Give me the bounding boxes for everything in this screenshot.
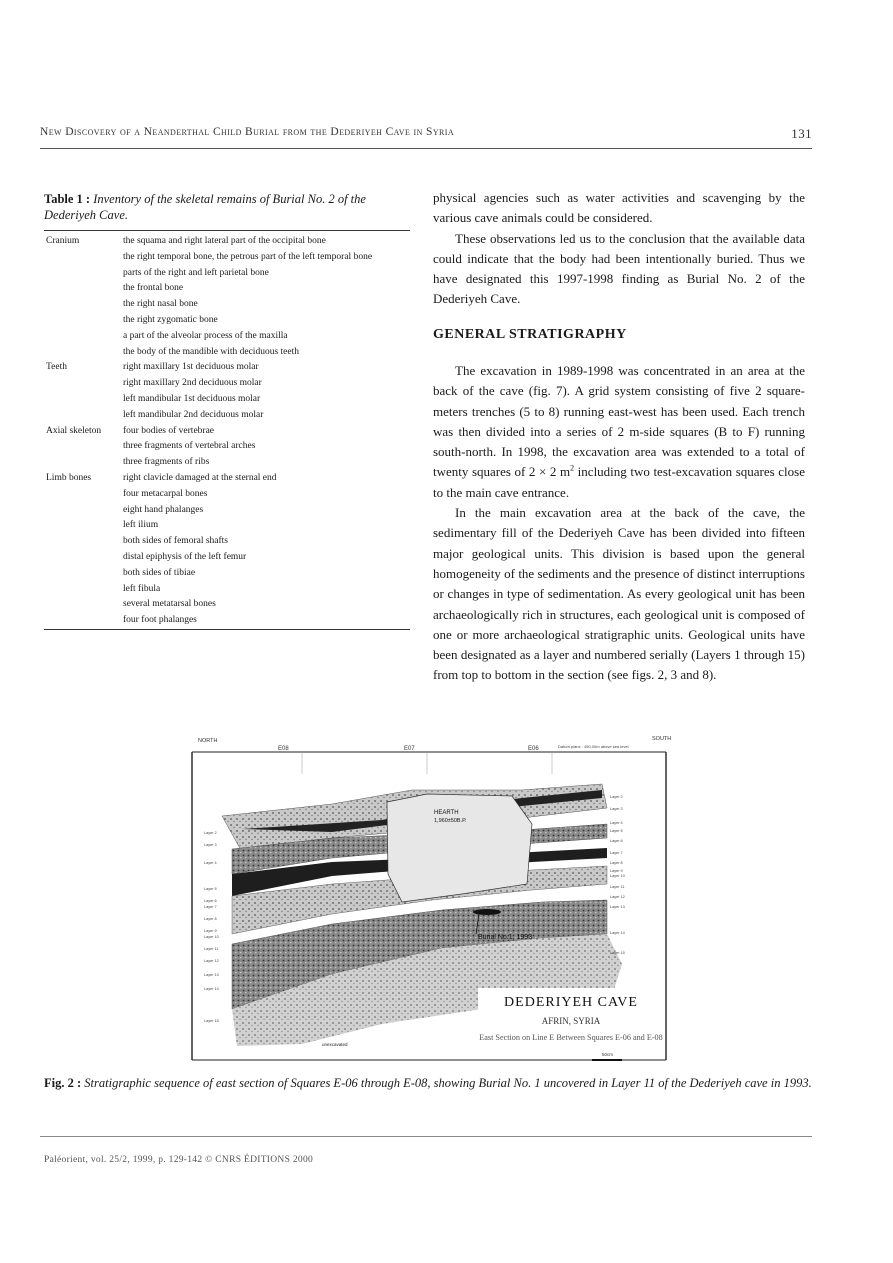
table-row (46, 297, 412, 313)
right-layer-15: Layer 15 (610, 951, 625, 955)
right-layer-4: Layer 4 (610, 821, 623, 825)
table-item: both sides of tibiae (123, 567, 196, 578)
right-layer-7: Layer 7 (610, 851, 623, 855)
figure-label: Fig. 2 : (44, 1076, 82, 1090)
left-layer-12: Layer 12 (204, 959, 219, 963)
table-row (46, 250, 412, 266)
right-layer-13: Layer 13 (610, 905, 625, 909)
table-item: left mandibular 1st deciduous molar (123, 393, 261, 404)
paragraph-excavation-a: The excavation in 1989-1998 was concentrated in an area at the back of the cave (fig. 7). A grid system consisting of five 2 square-meters trenches (5 to 8) running east-west has been used. Each trench was then divided into a series of 2 m-side squares (B to F) running south-north. In 1998, the excavation area was extended to a total of twenty squares of 2 × 2 m (433, 363, 805, 480)
table-row (46, 534, 412, 550)
paragraph-excavation-b: including two test-excavation squares close to the main cave entrance. (433, 464, 805, 500)
table-item: the right temporal bone, the petrous part of the left temporal bone (123, 251, 373, 262)
hearth-pit (387, 794, 532, 902)
table-item: the frontal bone (123, 283, 184, 294)
table-row (46, 376, 412, 392)
table-item: the squama and right lateral part of the occipital bone (123, 236, 326, 246)
table-item: right maxillary 2nd deciduous molar (123, 378, 262, 389)
table-rule-bottom (44, 629, 410, 630)
table-row (46, 408, 412, 424)
right-layer-11: Layer 11 (610, 885, 625, 889)
table-row (46, 281, 412, 297)
south-label: SOUTH (652, 736, 672, 742)
table-item: eight hand phalanges (123, 504, 204, 515)
section-heading: GENERAL STRATIGRAPHY (433, 327, 627, 342)
left-layer-10: Layer 10 (204, 935, 219, 939)
table-row (46, 234, 412, 250)
figure-caption (44, 1075, 814, 1092)
paragraph-excavation (433, 361, 805, 503)
left-layer-3: Layer 3 (204, 843, 217, 847)
table-row (46, 266, 412, 282)
grid-label-e07: E07 (404, 746, 415, 752)
table-item: left ilium (123, 520, 159, 531)
table-row (46, 424, 412, 440)
scale-label: 50cm (602, 1052, 614, 1057)
table-item: four metacarpal bones (123, 488, 208, 499)
left-layer-5: Layer 5 (204, 887, 217, 891)
table-category: Axial skeleton (46, 425, 102, 436)
north-label: NORTH (198, 738, 218, 744)
table-item: both sides of femoral shafts (123, 536, 229, 547)
figure-caption-text: Stratigraphic sequence of east section of Squares E-06 through E-08, showing Burial No. 1 uncovered in Layer 11 of the Dederiyeh cave in 1993. (84, 1076, 812, 1090)
table-category: Cranium (46, 236, 80, 246)
right-layer-10: Layer 10 (610, 874, 625, 878)
table-row (46, 487, 412, 503)
hearth-date: 1,960±50B.P. (434, 818, 467, 824)
right-layer-labels (610, 795, 625, 955)
right-layer-14: Layer 14 (610, 931, 625, 935)
body-column-top (433, 188, 805, 310)
table-row (46, 360, 412, 376)
table-row (46, 503, 412, 519)
datum-label: Datum plane : 450.00m above sea level (558, 744, 629, 749)
running-title: New Discovery of a Neanderthal Child Burial from the Dederiyeh Cave in Syria (40, 126, 454, 138)
table-category: Limb bones (46, 472, 92, 483)
table-item: the right nasal bone (123, 299, 198, 310)
figure-title: DEDERIYEH CAVE (504, 995, 638, 1010)
table-item: four bodies of vertebrae (123, 425, 215, 436)
superscript-2: 2 (570, 464, 575, 474)
right-layer-2: Layer 2 (610, 795, 623, 799)
table-row (46, 550, 412, 566)
table-label: Table 1 : (44, 192, 91, 206)
table-item: the right zygomatic bone (123, 314, 218, 325)
table-caption (44, 191, 410, 223)
right-layer-6: Layer 6 (610, 839, 623, 843)
table-row (46, 313, 412, 329)
right-layer-9: Layer 9 (610, 869, 623, 873)
right-layer-5: Layer 5 (610, 829, 623, 833)
header-rule (40, 148, 812, 149)
figure-section-note: East Section on Line E Between Squares E-06 and E-08 (479, 1033, 663, 1042)
paragraph-geology: In the main excavation area at the back of the cave, the sedimentary fill of the Dederiyeh Cave has been divided into fifteen major geological units. This division is based upon the general homogeneity of the sediments and the presence of distinct interruptions or changes in type of sedimentation. As every geological unit has been archaeologically rich in structures, each geological unit is composed of one or more archaeological stratigraphic units. Geological units have been designated as a layer and numbered serially (Layers 1 through 15) from top to bottom in the section (see figs. 2, 3 and 8). (433, 505, 805, 683)
table-rule-top (44, 230, 410, 231)
table-row (46, 439, 412, 455)
body-column-stratigraphy (433, 361, 805, 686)
running-header (40, 126, 812, 141)
paragraph-continued: physical agencies such as water activities and scavenging by the various cave animals could be considered. (433, 190, 805, 226)
left-layer-8: Layer 8 (204, 917, 217, 921)
grid-label-e08: E08 (278, 746, 289, 752)
skeletal-inventory-table (46, 234, 412, 629)
left-layer-labels (204, 831, 219, 1023)
stratigraphic-section-figure (182, 734, 676, 1064)
page-number: 131 (791, 126, 812, 141)
table-category: Teeth (46, 362, 67, 373)
table-row (46, 345, 412, 361)
table-item: left mandibular 2nd deciduous molar (123, 409, 264, 420)
unexcavated-label: unexcavated (322, 1042, 348, 1047)
grid-label-e06: E06 (528, 746, 539, 752)
paragraph-conclusion: These observations led us to the conclusion that the available data could indicate that the body had been intentionally buried. Thus we have designated this 1997-1998 finding as Burial No. 2 of the Dederiyeh Cave. (433, 230, 805, 307)
left-layer-4: Layer 4 (204, 861, 217, 865)
hearth-label: HEARTH (434, 810, 459, 816)
left-layer-13: Layer 13 (204, 973, 219, 977)
table-item: a part of the alveolar process of the maxilla (123, 330, 288, 341)
table-item: three fragments of ribs (123, 457, 210, 468)
table-item: left fibula (123, 583, 161, 594)
left-layer-7: Layer 7 (204, 905, 217, 909)
figure-location: AFRIN, SYRIA (541, 1016, 601, 1026)
footer-rule (40, 1136, 812, 1137)
table-item: right clavicle damaged at the sternal end (123, 472, 277, 483)
table-row (46, 613, 412, 629)
left-layer-15: Layer 15 (204, 1019, 219, 1023)
table-row (46, 455, 412, 471)
footer-citation: Paléorient, vol. 25/2, 1999, p. 129-142 © CNRS ÉDITIONS 2000 (44, 1155, 314, 1165)
table-item: four foot phalanges (123, 615, 197, 626)
right-layer-3: Layer 3 (610, 807, 623, 811)
left-layer-6: Layer 6 (204, 899, 217, 903)
table-row (46, 329, 412, 345)
table-row (46, 597, 412, 613)
table-row (46, 471, 412, 487)
burial-marker (473, 909, 501, 915)
table-item: parts of the right and left parietal bone (123, 267, 269, 278)
table-row (46, 518, 412, 534)
left-layer-2: Layer 2 (204, 831, 217, 835)
table-row (46, 582, 412, 598)
left-layer-11: Layer 11 (204, 947, 219, 951)
table-row (46, 392, 412, 408)
table-item: right maxillary 1st deciduous molar (123, 362, 259, 373)
left-layer-9: Layer 9 (204, 929, 217, 933)
left-layer-14: Layer 14 (204, 987, 219, 991)
table-item: three fragments of vertebral arches (123, 441, 256, 452)
right-layer-8: Layer 8 (610, 861, 623, 865)
table-item: distal epiphysis of the left femur (123, 551, 247, 562)
table-row (46, 566, 412, 582)
table-item: several metatarsal bones (123, 599, 216, 610)
burial-label: Burial No.1, 1993 (478, 934, 533, 941)
right-layer-12: Layer 12 (610, 895, 625, 899)
table-item: the body of the mandible with deciduous teeth (123, 346, 299, 357)
table-title: Inventory of the skeletal remains of Burial No. 2 of the Dederiyeh Cave. (44, 192, 366, 222)
